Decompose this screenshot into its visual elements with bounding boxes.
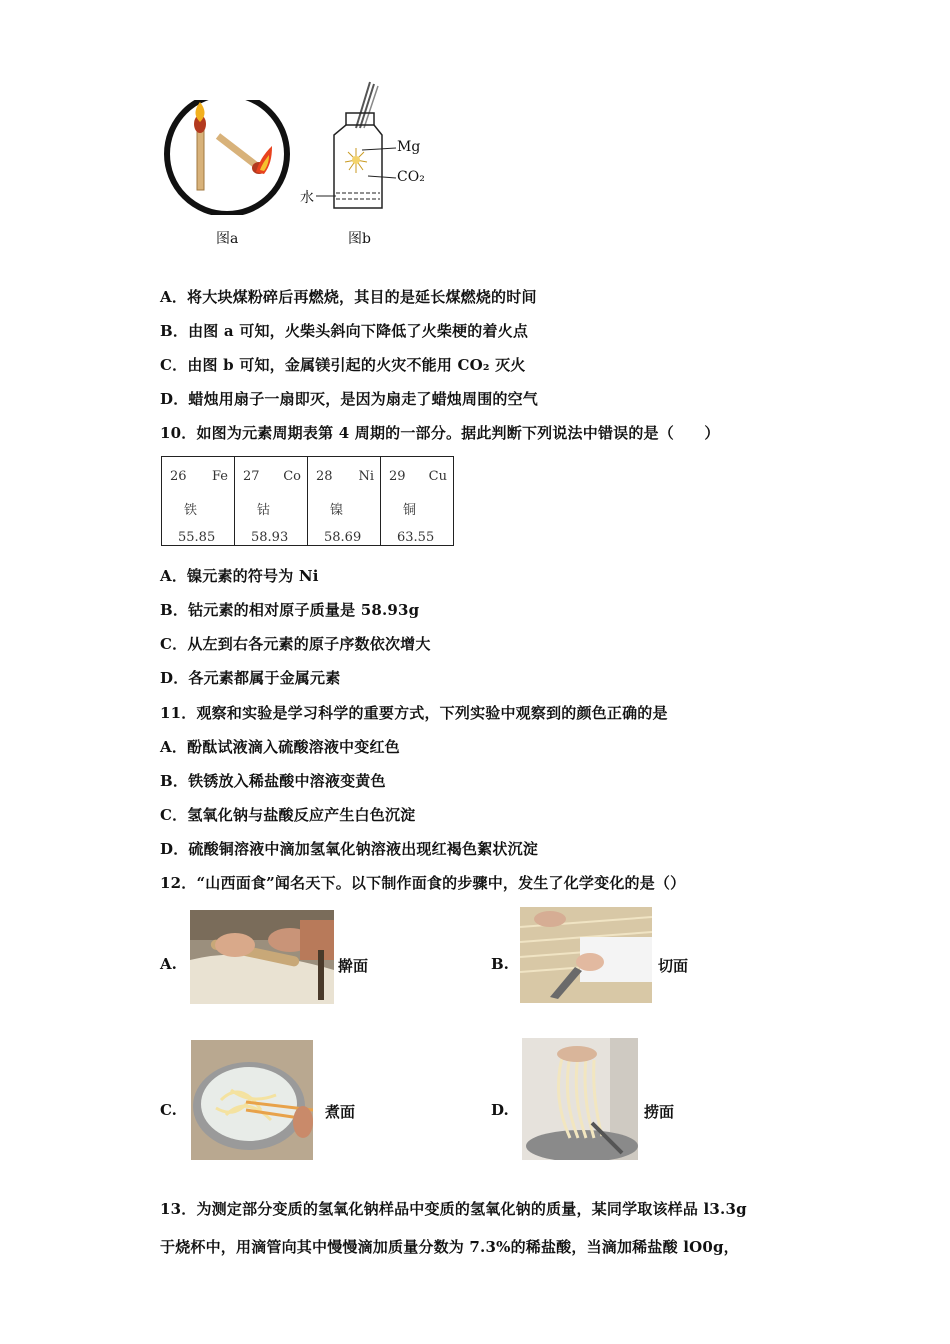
q12-option-d-letter: D. — [491, 1101, 509, 1119]
figure-b-mg-label: Mg — [397, 139, 421, 155]
figure-b-water-label: 水 — [300, 190, 314, 206]
q9-option-c: C．由图 b 可知，金属镁引起的火灾不能用 CO₂ 灭火 — [160, 356, 526, 374]
q12-option-d-label: 捞面 — [644, 1103, 675, 1121]
element-cell-co — [235, 457, 308, 546]
element-name: 铜 — [403, 503, 417, 518]
element-name: 钴 — [257, 503, 271, 518]
q12-option-a-label: 擀面 — [338, 957, 369, 975]
q12-option-c-label: 煮面 — [325, 1103, 356, 1121]
element-number: 27 — [243, 469, 260, 484]
element-symbol: Cu — [428, 469, 447, 484]
element-cell-fe — [162, 457, 235, 546]
figure-a-caption: 图a — [216, 231, 239, 247]
q9-option-d: D．蜡烛用扇子一扇即灭，是因为扇走了蜡烛周围的空气 — [160, 390, 539, 408]
element-symbol: Co — [283, 469, 301, 484]
q11-option-d: D．硫酸铜溶液中滴加氢氧化钠溶液出现红褐色絮状沉淀 — [160, 840, 539, 858]
q10-option-a: A．镍元素的符号为 Ni — [160, 567, 319, 585]
element-mass: 63.55 — [397, 530, 435, 545]
element-number: 28 — [316, 469, 333, 484]
element-mass: 55.85 — [178, 530, 216, 545]
element-symbol: Fe — [211, 469, 228, 484]
element-cell-ni — [308, 457, 381, 546]
element-number: 29 — [389, 469, 406, 484]
q12-option-b-letter: B. — [491, 955, 509, 973]
element-name: 铁 — [184, 503, 198, 518]
figure-b-caption: 图b — [348, 231, 371, 247]
q9-option-a: A．将大块煤粉碎后再燃烧，其目的是延长煤燃烧的时间 — [160, 288, 537, 306]
q11-option-a: A．酚酞试液滴入硫酸溶液中变红色 — [160, 738, 400, 756]
q12-stem: 12．“山西面食”闻名天下。以下制作面食的步骤中，发生了化学变化的是（） — [160, 874, 686, 892]
element-symbol: Ni — [358, 469, 374, 484]
q10-option-c: C．从左到右各元素的原子序数依次增大 — [160, 635, 431, 653]
figure-b-co2-label: CO₂ — [397, 169, 425, 185]
cutting-noodles-photo — [520, 907, 652, 1003]
boiling-noodles-photo — [191, 1040, 313, 1160]
q10-option-d: D．各元素都属于金属元素 — [160, 669, 341, 687]
element-mass: 58.69 — [324, 530, 362, 545]
q13-line-2: 于烧杯中，用滴管向其中慢慢滴加质量分数为 7.3%的稀盐酸，当滴加稀盐酸 lO0g， — [160, 1238, 739, 1256]
q13-line-1: 13．为测定部分变质的氢氧化钠样品中变质的氢氧化钠的质量，某同学取该样品 l3.3g — [160, 1200, 747, 1218]
element-number: 26 — [170, 469, 187, 484]
scooping-noodles-photo — [522, 1038, 638, 1160]
q12-option-c-letter: C. — [160, 1101, 177, 1119]
rolling-dough-photo — [190, 910, 334, 1004]
q11-option-b: B．铁锈放入稀盐酸中溶液变黄色 — [160, 772, 386, 790]
q10-stem: 10．如图为元素周期表第 4 周期的一部分。据此判断下列说法中错误的是（ ） — [160, 424, 720, 442]
q12-option-b-label: 切面 — [658, 957, 689, 975]
element-name: 镍 — [330, 503, 344, 518]
q11-option-c: C．氢氧化钠与盐酸反应产生白色沉淀 — [160, 806, 416, 824]
q10-option-b: B．钴元素的相对原子质量是 58.93g — [160, 601, 420, 619]
q12-option-a-letter: A. — [160, 955, 177, 973]
element-cell-cu — [381, 457, 454, 546]
element-mass: 58.93 — [251, 530, 289, 545]
q9-option-b: B．由图 a 可知，火柴头斜向下降低了火柴梗的着火点 — [160, 322, 529, 340]
periodic-table-excerpt — [161, 456, 454, 546]
q11-stem: 11．观察和实验是学习科学的重要方式，下列实验中观察到的颜色正确的是 — [160, 704, 668, 722]
figure-a-match-circle — [160, 100, 295, 215]
